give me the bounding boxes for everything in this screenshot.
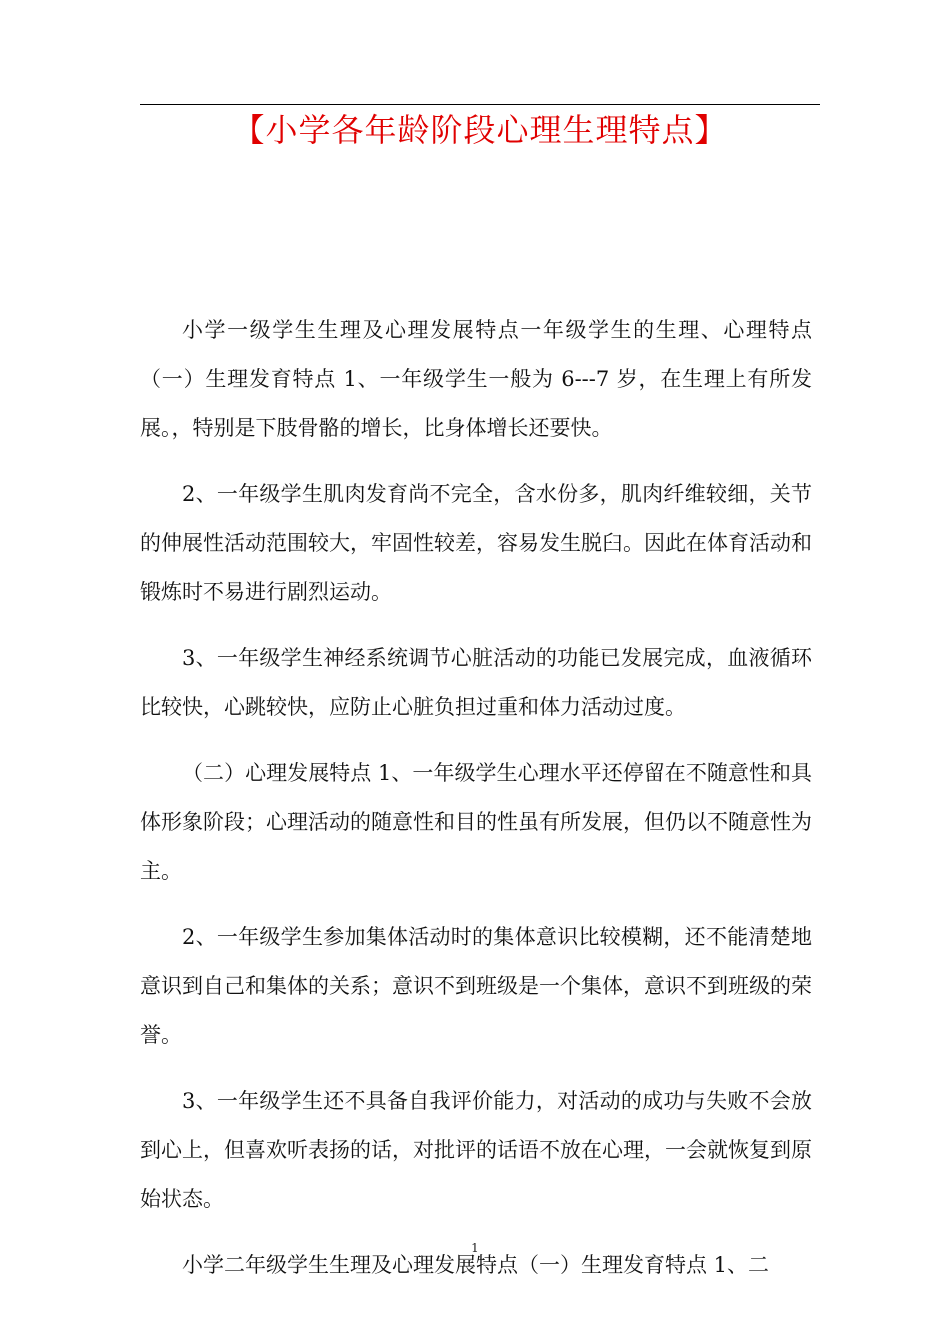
paragraph: 小学一级学生生理及心理发展特点一年级学生的生理、心理特点（一）生理发育特点 1、一年级学生一般为 6---7 岁，在生理上有所发展。，特别是下肢骨骼的增长，比身体增长还要快。 bbox=[140, 318, 812, 440]
header-rule bbox=[140, 104, 820, 105]
paragraph: 小学二年级学生生理及心理发展特点（一）生理发育特点 1、二 bbox=[182, 1253, 770, 1277]
paragraph: 3、一年级学生还不具备自我评价能力，对活动的成功与失败不会放到心上，但喜欢听表扬的话，对批评的话语不放在心理，一会就恢复到原始状态。 bbox=[140, 1089, 812, 1211]
paragraph: 3、一年级学生神经系统调节心脏活动的功能已发展完成，血液循环比较快，心跳较快，应防止心脏负担过重和体力活动过度。 bbox=[140, 646, 812, 719]
paragraph: （二）心理发展特点 1、一年级学生心理水平还停留在不随意性和具体形象阶段；心理活动的随意性和目的性虽有所发展，但仍以不随意性为主。 bbox=[140, 761, 812, 883]
page-number: 1 bbox=[471, 1241, 479, 1255]
paragraph: 2、一年级学生参加集体活动时的集体意识比较模糊，还不能清楚地意识到自己和集体的关系；意识不到班级是一个集体，意识不到班级的荣誉。 bbox=[140, 925, 812, 1047]
document-title: 【小学各年龄阶段心理生理特点】 bbox=[232, 111, 728, 149]
document-body bbox=[140, 306, 812, 1307]
paragraph: 2、一年级学生肌肉发育尚不完全，含水份多，肌肉纤维较细，关节的伸展性活动范围较大，牢固性较差，容易发生脱臼。因此在体育活动和锻炼时不易进行剧烈运动。 bbox=[140, 482, 812, 604]
